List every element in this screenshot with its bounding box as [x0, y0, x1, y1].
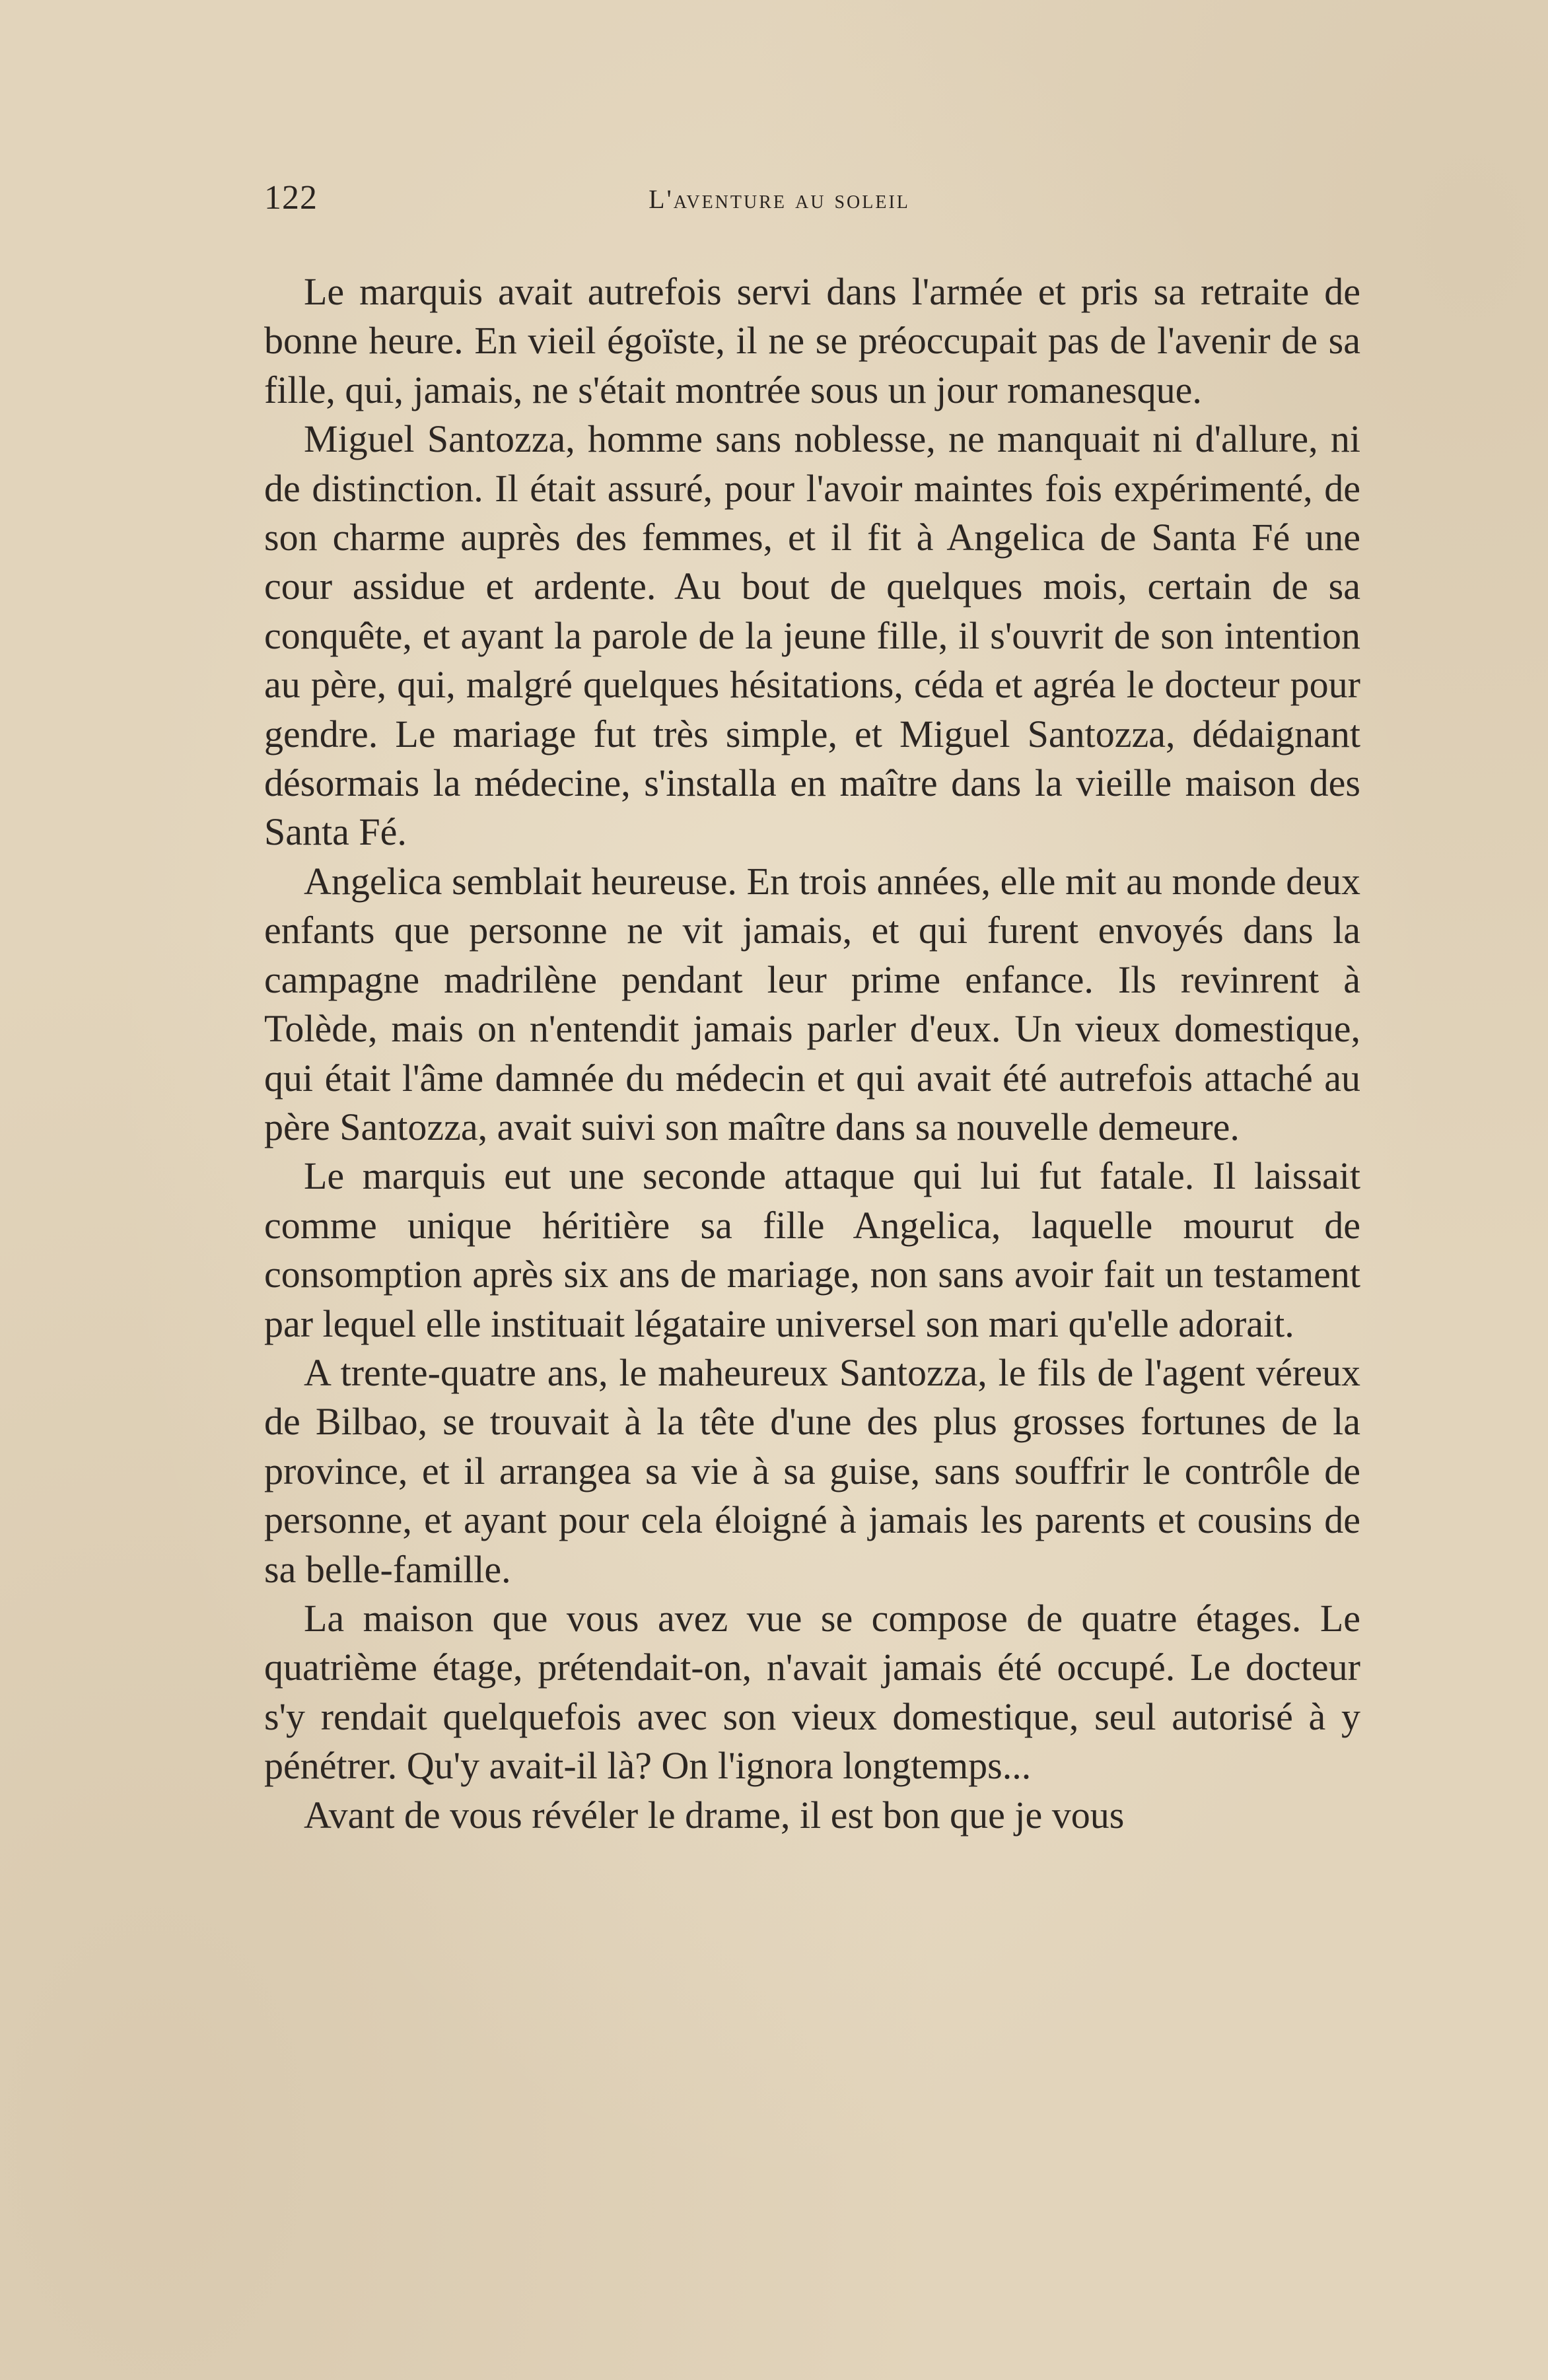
page-header	[264, 178, 1360, 225]
paragraph: Angelica semblait heureuse. En trois années, elle mit au monde deux enfants que personne ne vit jamais, et qui furent envoyés dans la campagne madrilène pendant leur prime enfance. Ils revinrent à Tolède, mais on n'entendit jamais parler d'eux. Un vieux domestique, qui était l'âme damnée du médecin et qui avait été autrefois attaché au père Santozza, avait suivi son maître dans sa nouvelle demeure.	[264, 859, 1360, 1148]
paragraph: Le marquis eut une seconde attaque qui lui fut fatale. Il laissait comme unique héritière sa fille Angelica, laquelle mourut de consomption après six ans de mariage, non sans avoir fait un testament par lequel elle instituait légataire universel son mari qu'elle adorait.	[264, 1154, 1360, 1345]
running-title: L'aventure au soleil	[649, 184, 910, 214]
body-text	[264, 267, 1360, 1840]
paragraph: Avant de vous révéler le drame, il est bon que je vous	[304, 1793, 1125, 1837]
paragraph: Le marquis avait autrefois servi dans l'armée et pris sa retraite de bonne heure. En vieil égoïste, il ne se préoccupait pas de l'avenir de sa fille, qui, jamais, ne s'était montrée sous un jour romanesque.	[264, 270, 1360, 411]
paragraph: Miguel Santozza, homme sans noblesse, ne manquait ni d'allure, ni de distinction. Il était assuré, pour l'avoir maintes fois expérimenté, de son charme auprès des femmes, et il fit à Angelica de Santa Fé une cour assidue et ardente. Au bout de quelques mois, certain de sa conquête, et ayant la parole de la jeune fille, il s'ouvrit de son intention au père, qui, malgré quelques hésitations, céda et agréa le docteur pour gendre. Le mariage fut très simple, et Miguel Santozza, dédaignant désormais la médecine, s'installa en maître dans la vieille maison des Santa Fé.	[264, 417, 1360, 854]
page-number: 122	[264, 179, 318, 217]
paragraph: A trente-quatre ans, le maheureux Santozza, le fils de l'agent véreux de Bilbao, se trouvait à la tête d'une des plus grosses fortunes de la province, et il arrangea sa vie à sa guise, sans souffrir le contrôle de personne, et ayant pour cela éloigné à jamais les parents et cousins de sa belle-famille.	[264, 1350, 1360, 1591]
paragraph: La maison que vous avez vue se compose de quatre étages. Le quatrième étage, prétendait-on, n'avait jamais été occupé. Le docteur s'y rendait quelquefois avec son vieux domestique, seul autorisé à y pénétrer. Qu'y avait-il là? On l'ignora longtemps...	[264, 1596, 1360, 1788]
